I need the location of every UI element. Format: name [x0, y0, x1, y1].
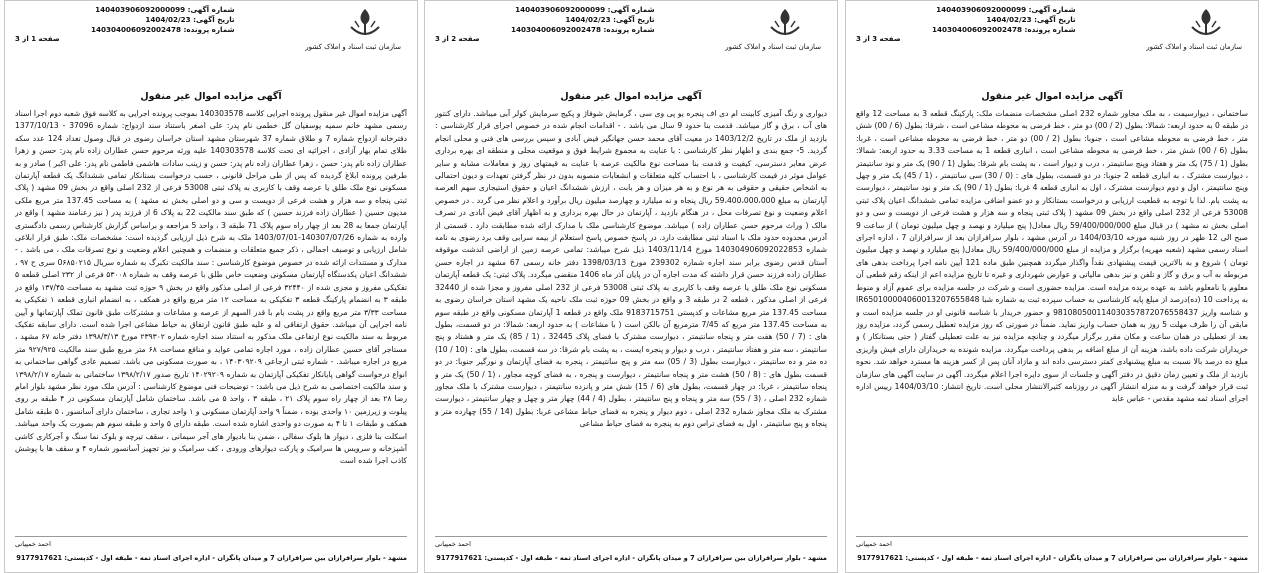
file-number: 140304006092002478	[511, 25, 602, 34]
judiciary-emblem-icon	[345, 7, 385, 41]
judiciary-emblem-icon	[765, 7, 805, 41]
org-name: سازمان ثبت اسناد و املاک کشور	[725, 43, 821, 51]
ad-date: 1404/02/23	[986, 15, 1032, 24]
org-name: سازمان ثبت اسناد و املاک کشور	[305, 43, 401, 51]
ad-number: 140403906092000099	[95, 5, 186, 14]
page-number: صفحه 3 از 3	[856, 35, 901, 43]
file-label: شماره پرونده:	[183, 25, 235, 34]
ad-date: 1404/02/23	[145, 15, 191, 24]
page-title: آگهی مزایده اموال غیر منقول	[560, 91, 702, 102]
document-page-1	[845, 0, 1259, 573]
ad-meta	[932, 5, 1076, 35]
body-text: دیواری و رنگ آمیزی کابینت ام دی اف پنجره یو پی وی سی ، گرمایش شوفاژ و پکیج سرمایش کولر آبی میباشد. دارای کنتور های آب ، برق و گاز میباشد. قدمت بنا حدود 9 سال می باشد . - اقدامات انجام شده در خصوص اجرای قرار کارشناسی : بازدید از ملک در تاریخ 1403/12/2 در معیت آقای محمد حسن جهانگیر فیض آبادی و سیس بررسی های فنی و محلی انجام گردید. 5- جمع بندی و اظهار نظر کارشناسی : با عنایت به مجموع شرایط فوق و موقعیت محلی و منطقه ای بهره برداری عرض معابر دسترسی، کیفیت و قدمت بنا مساحت نوع مالکیت عرصه با عنایت به قیمتهای روز و معاملات مشابه و سایر عوامل موثر در قیمت کارشناسی ، با احتساب کلیه متعلقات و انشعابات منصوبه بدون در نظر گرفتن تعهدات و دیون احتمالی به اشخاص حقیقی و حقوقی به هر نوع و به هر میزان و هر بابت ، ارزش ششدانگ اعیان و حقوق استیجاری سهم العرصه آپارتمان به مبلغ 59،400،000،000 ریال پنجاه و نه میلیارد و چهارصد میلیون ریال برآورد و اعلام نظر می گردد . در خصوص اعلام وضعیت و نوع تصرفات محل ، در هنگام بازدید ، آپارتمان در حال بهره برداری و به اظهار آقای فیض آبادی در تصرف مالک ( وراث مرحوم حسن عطاران زاده ) میباشد. موضوع کارشناسی ملک با مدارک ارائه شده مطابقت دارد . قسمتی از آدرس محدوده حدود ملک با اسناد ثبتی مطابقت دارد. در پاسخ خصوص پاسخ استعلام از بیمه سرابی وقف برد رضوی به نامه شماره 140304906092022853 مورخ 1403/11/14 ذیل شرح میباشد: تمامی عرصه زمین از اراضی اندشت موقوفه آستان قدس رضوی برابر سند اجاره شماره 239302 مورخ 1398/03/13 دفتر خانه رسمی 67 مشهد در اجاره حسن عطاران زاده فرزند حسن قرار داشته که مدت اجاره آن در پایان آذر ماه 1406 منقضی میگردد. پلاک ثبتی: یک قطعه آپارتمان مسکونی نوع ملک طلق یا عرصه وقف با کاربری به پلاک ثبتی 53008 فرعی از 232 اصلی مفروز و مجزا شده از 32440 فرعی از اصلی مذکور ، قطعه 2 در طبقه 3 و واقع در بخش 09 حوزه ثبت ملک ناحیه یک مشهد استان خراسان رضوی به مساحت 137.45 متر مربع مشاعات و کدپستی 9183715751 ملک واقع در قطعه 1 آپارتمان مسکونی واقع در طبقه سوم به مساحت 137.45 متر مربع که 7/45 مترمربع آن بالکن است ( با مشاعات ) به حدود اربعه: شمالا: در دو قسمت، بطول های : (7 / 50) هفت متر و پنجاه سانتیمتر ، دیوارست مشترک با فضای پلاک 32445 ، (1 / 85) یک متر و هشتاد و پنج سانتیمتر ، سه متر و هفتاد سانتیمتر ، درب و دیوار و پنجره ایست ، به پشت بام شرقا: در سه قسمت، بطول های : (10 / 10) ده متر و ده سانتیمتر ، دیوارست بطول (3 / 05) سه متر و پنج سانتیمتر ، پنجره به فضای آپارتمان و نورگیر جنوبا: در دو قسمت بطول های : (8 / 50) هشت متر و پنجاه سانتیمتر ، دیوارست و پنجره ، به فضای کوچه مجاور ، (1 / 50) یک متر و پنجاه سانتیمتر ، غربا: در چهار قسمت، بطول های (6 / 15) شش متر و پانزده سانتیمتر ، دیوارست مشترک با ملک مجاور شماره 232 اصلی ، (3 / 55) سه متر و پنجاه و پنج سانتیمتر ، بطول (4 / 44) چهار متر و چهل و چهار سانتیمتر ، دیوارست مشترک به ملک مجاور شماره 232 اصلی ، دوم دیوار و پنجره به فضای حیاط مشاعی غربا: بطول (14 / 55) چهارده متر و پنجاه و پنج سانتیمتر ، اول به فضای تراس دوم به پنجره به فضای حیاط مشاعی	[435, 109, 827, 429]
ad-meta	[511, 5, 655, 35]
document-page-2	[424, 0, 838, 573]
page-header	[435, 1, 827, 59]
footer-address: مشهد - بلوار سرافرازان بین سرافرازان 7 و میدان پانگزان - اداره اجرای اسناد ثمه - طبقه اول - کدپستی: 9177917621	[16, 554, 407, 562]
signature: احمد خمپیانی	[435, 540, 471, 548]
page-footer	[856, 536, 1248, 562]
page-footer	[435, 536, 827, 562]
judiciary-emblem-icon	[1186, 7, 1226, 41]
ad-date: 1404/02/23	[565, 15, 611, 24]
page-title: آگهی مزایده اموال غیر منقول	[981, 91, 1123, 102]
page-header	[15, 1, 407, 59]
body-text: آگهی مزایده اموال غیر منقول پرونده اجرایی کلاسه 140303578 بموجب پرونده اجرایی به کلاسه فوق شعبه دوم اجرا اسناد رسمی مشهد خانم سمیه یوسفیان گل خطمی نام پدر: علی اصغر باستناد سند ازدواج: شماره 37096 - 1377/10/13 دفترخانه ازدواج شماره 7 و طلاق شماره 37 شهرستان مشهد استان خراسان رضوی در قبال وصول تعداد 124 عدد سکه طلای تمام بهار آزادی ، اجرائیه ای تحت کلاسه 140303578 علیه ورثه مرحوم حسن عطاران زاده نام پدر: حسن و زهرا عطاران زاده نام پدر: حسن ، زهرا عطاران زاده نام پدر: حسن و زینب سادات هاشمی فاطمی نام پدر: علی اکبر ) صادر و به طرفین پرونده ابلاغ گردیده که پس از طی مراحل قانونی ، حسب درخواست بستانکار تمامی ششدانگ یک قطعه آپارتمان مسکونی نوع ملک طلق یا عرصه وقف با کاربری به پلاک ثبتی 53008 فرعی از 232 اصلی واقع در بخش 09 مشهد ( پلاک ثبتی پنجاه و سه هزار و هشت فرعی از دویست و سی و دو اصلی بخش نه مشهد ) به مساحت 137.45 متر مربع ملکی مدیون حسین ( عطاران زاده فرزند حسین ) که طبق سند مالکیت 22 به پلاک 6 از فرزند پدر ( نیز رعنامند مشهد ) واقع در آپارتمان جمعا به 28 بعد از چهار راه سوم پلاک 71 طبقه 3 ، واحد 5 مراجعه و براساس گزارش کارشناس رسمی دادگستری وارده به شماره 140307/07/26-1403/07/01 ملک به شرح ذیل ارزیابی گردیده است: مشخصات ملک: طبق قرار ابلاغی شامل ارزیابی و توصیف اجمالی ، ذکر جمیع متعلقات و منضمات و همچنین اعلام وضعیت و نوع تصرفات ملک ، می باشد . - مدارک و مستندات ارائه شده در خصوص موضوع کارشناسی : سند مالکیت تکبرگ به شماره سریال 0۶۸۵۰۲۱۵ سری ح ۹۷ ، ششدانگ اعیان یکدستگاه آپارتمان مسکونی وضعیت خاص طلق با عرصه وقف به شماره ۵۳۰۰۸ فرعی از ۲۳۲ اصلی قطعه ۵ تفکیکی مفروز و مجزی شده از ۳۲۴۴۰ فرعی از اصلی مذکور واقع در بخش ۹ حوزه ثبت مشهد به مساحت ۱۳۷/۴۵ واقع در طبقه ۳ به انضمام پارکینگ قطعه ۳ تفکیکی به مساحت ۱۲ متر مربع واقع در همکف ، به انضمام انباری قطعه ۱ تفکیکی به مساحت ۳/۳۳ متر مربع واقع در پشت بام با قدر السهم از عرصه و مشاعات و مشترکات طبق قانون تملک آپارتمانها و آیین نامه اجرایی آن میباشد. حقوق ارتفاقی له و علیه طبق قانون ارتفاق به حیاط مشاعی اجرا شده است. دارای سابقه تفکیک مربوط به سند مالکیت نوع ارتفاعی ملک مذکور به استناد سند اجاره شماره ۲۳۹۳۰۲ مورخ ۱۳۹۸/۳/۱۳ دفتر خانه ۶۷ مشهد ، مستاجر آقای حسین عطاران زاده ، مورد اجاره تمامی عواید و منافع مساحت ۶۸ متر مربع طبق سند مالکیت ۹۲۷/۹۲۵ متر مربع در اجاره میباشد. - شماره ثبتی ارجاعی ۱۴۰۳۰۹۲۰۹ ، به صورت مسکونی می باشد. تصمیم عادی گواهی ساختمانی به انواع درخواست گواهی پایانکار تفکیکی آپارتمان به شماره ۱۴۰۲۹۲۰۹ تاریخ صدور ۱۳۹۸/۲/۱۷ ساختمانی به شماره ۱۳۹۸/۲/۱۷ و سند مالکیت اختصاصی به شرح ذیل می باشد: - توضیحات فنی موضوع کارشناسی : آدرس ملک مورد نظر مشهد بلوار امام رضا ۲۸ بعد از چهار راه سوم پلاک ۲۱ ، طبقه ۳ ، واحد ۵ می باشد. ساختمان شامل آپارتمان مسکونی در ۴ طبقه بر روی پیلوت و زیرزمین ۱۰ واحدی بوده ، ضمناً ۹ واحد آپارتمان مسکونی و ۱ واحد تجاری ، ساختمان دارای آسانسور ، ۵ طبقه شامل همکف و طبقات ۱ تا ۴ به صورت دو واحدی اشاره شده است. طبقه دارای ۵ واحد و طبقه سوم هم بصورت یک واحد میباشد. اسکلت بنا فلزی ، دیوار ها بلوک سفالی ، ضمن بنا بادیوار های آجر سیمانی ، سقف تیرچه و بلوک نما سنگ و آجرکاری کاشی آشپزخانه و سرویس ها سرامیک و پارکت دیوارهای ورودی ، کف سرامیک و نیز تجهیز آسانسور شماره ۴ و سقف ها با پوشش کاذب اجرا شده است	[15, 109, 407, 466]
file-label: شماره پرونده:	[603, 25, 655, 34]
ad-number-label: شماره آگهی:	[1028, 5, 1076, 14]
date-label: تاریخ آگهی:	[613, 15, 655, 24]
ad-number: 140403906092000099	[936, 5, 1027, 14]
footer-address: مشهد - بلوار سرافرازان بین سرافرازان 7 و میدان پانگزان - اداره اجرای اسناد ثمه - طبقه اول - کدپستی: 9177917621	[436, 554, 827, 562]
ad-meta	[91, 5, 235, 35]
page-header	[856, 1, 1248, 59]
footer-address: مشهد - بلوار سرافرازان بین سرافرازان 7 و میدان پانگزان - اداره اجرای اسناد ثمه - طبقه اول - کدپستی: 9177917621	[857, 554, 1248, 562]
ad-number: 140403906092000099	[515, 5, 606, 14]
org-name: سازمان ثبت اسناد و املاک کشور	[1146, 43, 1242, 51]
signature: احمد خمپیانی	[856, 540, 892, 548]
date-label: تاریخ آگهی:	[193, 15, 235, 24]
page-number: صفحه 2 از 3	[435, 35, 480, 43]
file-number: 140304006092002478	[91, 25, 182, 34]
page-number: صفحه 1 از 3	[15, 35, 60, 43]
file-label: شماره پرونده:	[1024, 25, 1076, 34]
page-footer	[15, 536, 407, 562]
file-number: 140304006092002478	[932, 25, 1023, 34]
page-title: آگهی مزایده اموال غیر منقول	[140, 91, 282, 102]
ad-number-label: شماره آگهی:	[187, 5, 235, 14]
document-page-3	[4, 0, 418, 573]
signature: احمد خمپیانی	[15, 540, 51, 548]
date-label: تاریخ آگهی:	[1034, 15, 1076, 24]
body-text: ساختمانی ، دیوارسیمت ، به ملک مجاور شماره 232 اصلی مشخصات منضمات ملک: پارکینگ قطعه 3 به مساحت 12 واقع در طبقه 0 به حدود اربعه: شمالا: بطول (2 / 00) دو متر ، خط فرضی به محوطه مشاعی است ، شرقا: بطول (6 / 00) شش متر ، خط فرضی به محوطه مشاعی است ، جنوبا: بطول (2 / 00) دو متر ، خط فرضی به محوطه مشاعی است ، غربا: بطول (6 / 00) شش متر ، خط فرضی به محوطه مشاعی است ، انباری قطعه 1 به مساحت 3.33 به حدود اربعه: شمالا: بطول (1 / 75) یک متر و هفتاد وپنج سانتیمتر ، درب و دیوار است ، به پشت بام شرقا: بطول (1 / 90) یک متر و نود سانتیمتر ، دیوارست مشترک ، به انباری قطعه 2 جنوبا: در دو قسمت، بطول های : (0 / 30) سی سانتیمتر ، (1 / 45) یک متر و چهل وپنج سانتیمتر ، اول و دوم دیوارست مشترک ، اول به انباری قطعه 4 غربا: بطول (1 / 90) یک متر و نود سانتیمتر ، دیوارست به پشت بام. لذا با توجه به قطعیت ارزیابی و درخواست بستانکار و دو عضو اضافی مزایده تمامی ششدانگ اعیان پلاک ثبتی 53008 فرعی از 232 اصلی واقع در بخش 09 مشهد ( پلاک ثبتی پنجاه و سه هزار و هشت فرعی از دویست و سی و دو اصلی بخش نه مشهد ) در قبال مبلغ 59/400/000/000 ریال معادل( پنج میلیارد و نهصد و چهل میلیون تومان ) از ساعت 9 صبح الی 12 ظهر در روز شنبه مورخه 1404/03/10 در آدرس مشهد ، بلوار سرافرازان بعد از سرافرازان 7 ، اداره اجرای اسناد رسمی مشهد (شعبه مهریه) برگزار و مزایده از مبلغ 59/400/000/000 ریال معادل( پنج میلیارد و نهصد و چهل میلیون تومان ) شروع و به بالاترین قیمت پیشنهادی نقداً واگذار میگردد همچنین طبق ماده 121 آیین نامه اجرا پرداخت بدهی های مربوطه به آب و برق و گاز و تلفن و نیز بدهی مالیاتی و عوارض شهرداری و غیره تا تاریخ مزایده اعم از اینکه رقم قطعی آن معلوم یا نامعلوم باشد به عهده برنده مزایده است. مزایده حضوری است و شرکت در جلسه مزایده برای عموم آزاد و منوط به پرداخت 10 (ده)درصد از مبلغ پایه کارشناسی به حساب سپرده ثبت به شماره شبا IR650100004060013207655848 و شناسه واریز 981080500114030357872076558437 و حضور خریدار با شناسه قانونی او در جلسه مزایده است و مابقی آن را ظرف مهلت 5 روز به همان حساب واریز نماید. ضمناً در صورتی که روز مزایده تعطیل رسمی گردد، مزایده روز بعد از تعطیلی در همان ساعت و مکان مقرر برگزار میگردد و چنانچه مزایده نیز به علت تعطیلی گفتار ( حتی بستانکار ) و خریداران شرکت داده باشد، هزینه آن از مبلغ اضافه بر بدهی پرداخت میگردد. مزایده شونده به خریداران دارای فیش واریزی مبلغ ده درصد بالا نسبت به مبلغ پیشنهادی کمتر دسترسی داده اند و مازاد آنان پس از کسر هزینه ها مسترد خواهد شد. نحوه بازدید از ملک و تعیین زمان دقیق در دفتر آگهی و جلسات از سوی دایره اجرا اعلام میگردد. آگهی در سایت آگهی های سازمان ثبت قرار خواهد گرفت و به منزله انتشار آگهی در روزنامه کثیرالانتشار محلی است. تاریخ انتشار: 1404/03/10 رییس اداره اجرای اسناد ثمه مشهد مقدس - عباس عابد	[856, 109, 1248, 404]
ad-number-label: شماره آگهی:	[607, 5, 655, 14]
